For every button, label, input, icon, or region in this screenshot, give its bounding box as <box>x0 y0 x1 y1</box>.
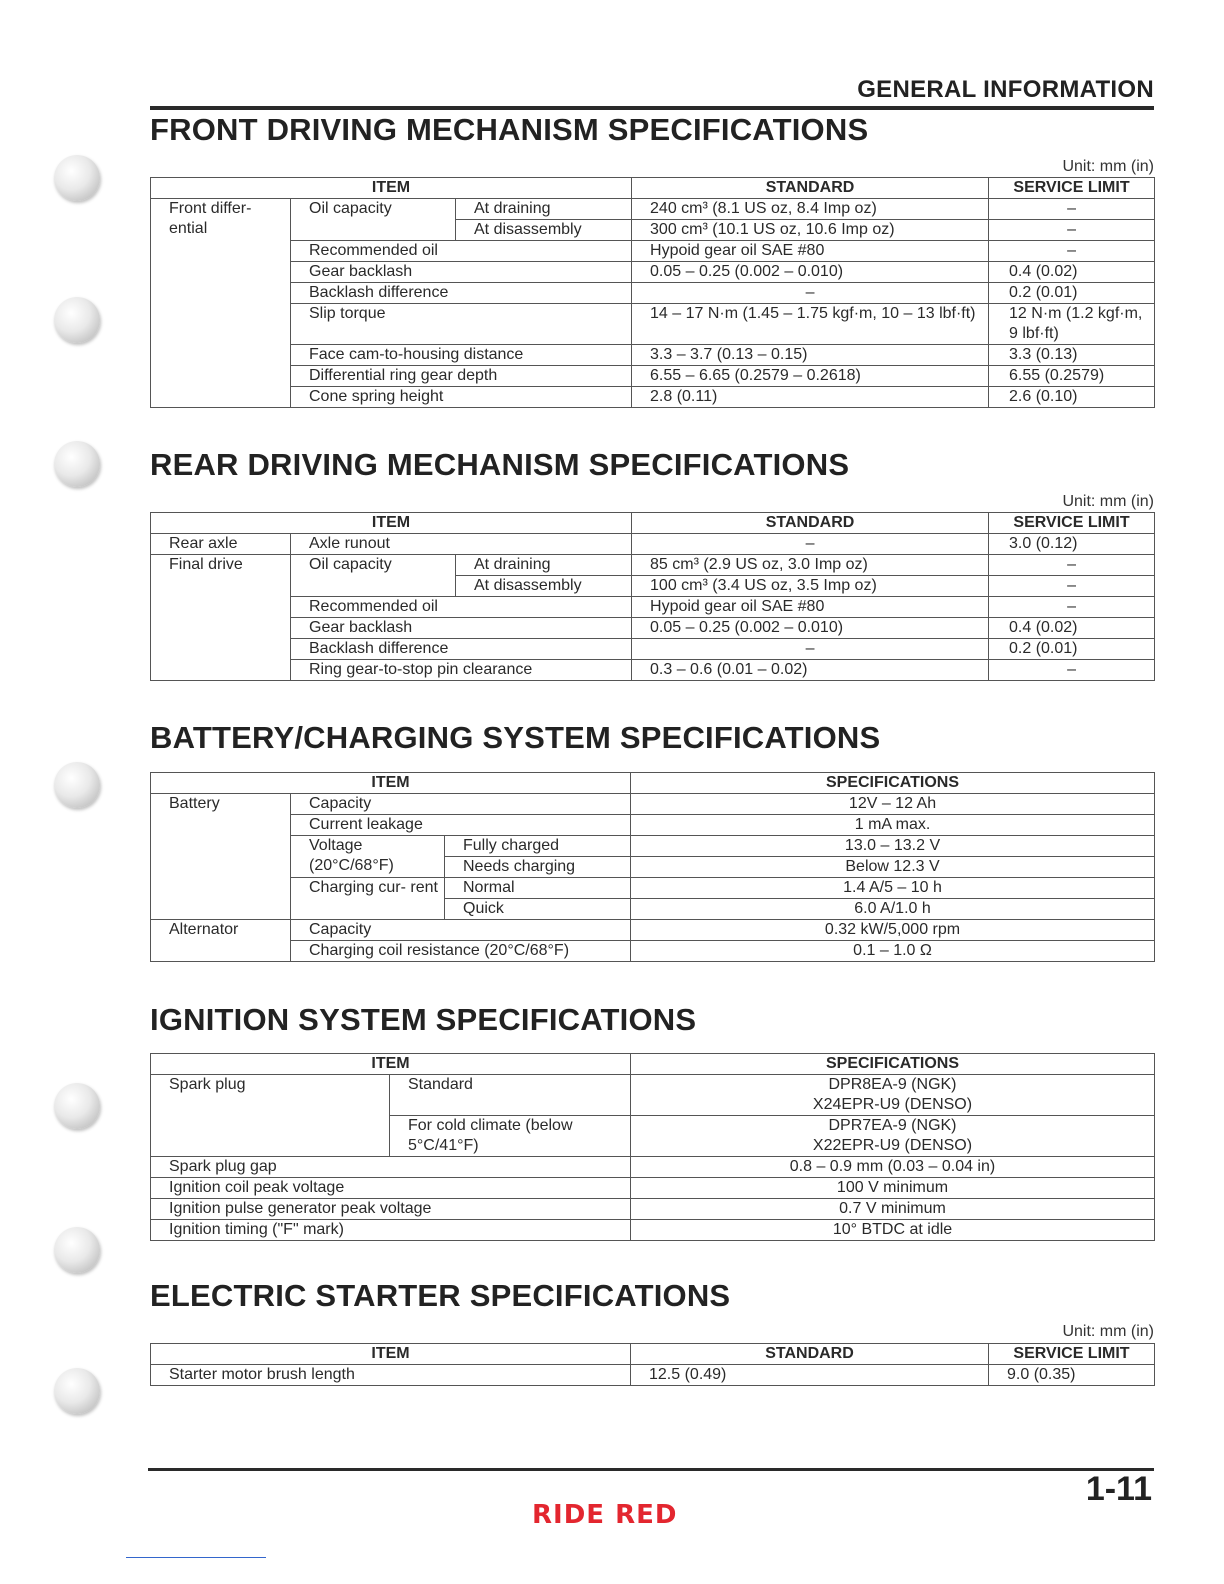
sub-label: Fully charged <box>445 836 631 857</box>
standard-value: Hypoid gear oil SAE #80 <box>632 241 989 262</box>
starter-unit: Unit: mm (in) <box>1062 1323 1154 1340</box>
spec-value: 0.7 V minimum <box>631 1199 1155 1220</box>
binder-hole <box>54 297 100 343</box>
table-row <box>151 639 1155 660</box>
header-spec: SPECIFICATIONS <box>631 1054 1155 1075</box>
limit-value: 0.2 (0.01) <box>989 639 1155 660</box>
header-item: ITEM <box>151 513 632 534</box>
binder-hole <box>54 1227 100 1273</box>
item-label: Capacity <box>291 794 631 815</box>
item-label: Differential ring gear depth <box>291 366 632 387</box>
table-header-row <box>151 1054 1155 1075</box>
front-unit: Unit: mm (in) <box>1062 158 1154 175</box>
table-row <box>151 199 1155 220</box>
standard-value: 3.3 – 3.7 (0.13 – 0.15) <box>632 345 989 366</box>
limit-value: – <box>989 199 1155 220</box>
spec-value: 13.0 – 13.2 V <box>631 836 1155 857</box>
item-label: Oil capacity <box>291 199 456 241</box>
standard-value: – <box>632 283 989 304</box>
standard-value: 2.8 (0.11) <box>632 387 989 408</box>
rear-spec-table <box>150 512 1155 681</box>
table-row <box>151 387 1155 408</box>
item-label: Gear backlash <box>291 262 632 283</box>
table-row <box>151 1199 1155 1220</box>
item-label: Gear backlash <box>291 618 632 639</box>
header-item: ITEM <box>151 178 632 199</box>
limit-value: 6.55 (0.2579) <box>989 366 1155 387</box>
item-label: Charging coil resistance (20°C/68°F) <box>291 941 631 962</box>
binder-hole <box>54 155 100 201</box>
ride-red-logo: RIDE RED <box>532 1500 678 1530</box>
front-title: FRONT DRIVING MECHANISM SPECIFICATIONS <box>150 112 869 147</box>
item-label: Starter motor brush length <box>151 1365 631 1386</box>
group-label: Front differ- ential <box>151 199 291 408</box>
limit-value: 0.4 (0.02) <box>989 618 1155 639</box>
item-label: Ignition coil peak voltage <box>151 1178 631 1199</box>
table-row <box>151 345 1155 366</box>
table-header-row <box>151 513 1155 534</box>
item-label: Ignition pulse generator peak voltage <box>151 1199 631 1220</box>
table-row <box>151 660 1155 681</box>
table-header-row <box>151 773 1155 794</box>
battery-spec-table <box>150 772 1155 962</box>
header-standard: STANDARD <box>632 513 989 534</box>
item-label: Ignition timing ("F" mark) <box>151 1220 631 1241</box>
standard-value: 240 cm³ (8.1 US oz, 8.4 Imp oz) <box>632 199 989 220</box>
sub-label: Quick <box>445 899 631 920</box>
starter-title: ELECTRIC STARTER SPECIFICATIONS <box>150 1278 731 1313</box>
standard-value: Hypoid gear oil SAE #80 <box>632 597 989 618</box>
footer-rule <box>148 1468 1154 1471</box>
bottom-link-line <box>126 1557 266 1558</box>
sub-label: At disassembly <box>456 576 632 597</box>
standard-value: 6.55 – 6.65 (0.2579 – 0.2618) <box>632 366 989 387</box>
spec-value: 6.0 A/1.0 h <box>631 899 1155 920</box>
standard-value: 0.05 – 0.25 (0.002 – 0.010) <box>632 618 989 639</box>
limit-value: 9.0 (0.35) <box>989 1365 1155 1386</box>
group-label: Final drive <box>151 555 291 681</box>
spec-line: X22EPR-U9 (DENSO) <box>812 1137 973 1154</box>
table-row <box>151 555 1155 576</box>
table-row <box>151 1178 1155 1199</box>
table-row <box>151 366 1155 387</box>
spec-value: 10° BTDC at idle <box>631 1220 1155 1241</box>
item-label: Axle runout <box>291 534 632 555</box>
battery-title: BATTERY/CHARGING SYSTEM SPECIFICATIONS <box>150 720 881 755</box>
item-label: Current leakage <box>291 815 631 836</box>
spec-value: 0.32 kW/5,000 rpm <box>631 920 1155 941</box>
table-header-row <box>151 1344 1155 1365</box>
table-row <box>151 794 1155 815</box>
spec-value: Below 12.3 V <box>631 857 1155 878</box>
item-label: Face cam-to-housing distance <box>291 345 632 366</box>
sub-label: For cold climate (below 5°C/41°F) <box>390 1116 631 1157</box>
table-row <box>151 283 1155 304</box>
header-limit: SERVICE LIMIT <box>989 513 1155 534</box>
rear-unit: Unit: mm (in) <box>1062 493 1154 510</box>
item-label: Cone spring height <box>291 387 632 408</box>
binder-hole <box>54 441 100 487</box>
standard-value: 12.5 (0.49) <box>631 1365 989 1386</box>
group-label: Battery <box>151 794 291 920</box>
sub-label: At draining <box>456 199 632 220</box>
standard-value: 14 – 17 N·m (1.45 – 1.75 kgf·m, 10 – 13 lbf·ft) <box>632 304 989 345</box>
header-rule <box>150 106 1154 110</box>
header-standard: STANDARD <box>632 178 989 199</box>
standard-value: 300 cm³ (10.1 US oz, 10.6 Imp oz) <box>632 220 989 241</box>
sub-label: Needs charging <box>445 857 631 878</box>
binder-hole <box>54 762 100 808</box>
table-row <box>151 1220 1155 1241</box>
standard-value: 0.05 – 0.25 (0.002 – 0.010) <box>632 262 989 283</box>
spec-value: 1.4 A/5 – 10 h <box>631 878 1155 899</box>
spec-value: 0.1 – 1.0 Ω <box>631 941 1155 962</box>
table-row <box>151 941 1155 962</box>
limit-value: – <box>989 220 1155 241</box>
limit-value: – <box>989 660 1155 681</box>
starter-spec-table <box>150 1343 1155 1386</box>
item-label: Charging cur- rent <box>291 878 445 920</box>
section-header: GENERAL INFORMATION <box>857 76 1154 103</box>
spec-line: DPR8EA-9 (NGK) <box>828 1076 957 1093</box>
ignition-title: IGNITION SYSTEM SPECIFICATIONS <box>150 1002 697 1037</box>
item-label: Backlash difference <box>291 639 632 660</box>
table-row <box>151 815 1155 836</box>
sub-label: At draining <box>456 555 632 576</box>
table-row <box>151 241 1155 262</box>
item-label: Recommended oil <box>291 597 632 618</box>
spec-value <box>631 1075 1155 1116</box>
table-header-row <box>151 178 1155 199</box>
table-row <box>151 1365 1155 1386</box>
item-label: Ring gear-to-stop pin clearance <box>291 660 632 681</box>
sub-label: Normal <box>445 878 631 899</box>
table-row <box>151 262 1155 283</box>
table-row <box>151 1075 1155 1116</box>
standard-value: 100 cm³ (3.4 US oz, 3.5 Imp oz) <box>632 576 989 597</box>
spec-value: 0.8 – 0.9 mm (0.03 – 0.04 in) <box>631 1157 1155 1178</box>
spec-line: X24EPR-U9 (DENSO) <box>812 1096 973 1113</box>
standard-value: – <box>632 639 989 660</box>
item-label: Oil capacity <box>291 555 456 597</box>
group-label: Rear axle <box>151 534 291 555</box>
spec-value: 100 V minimum <box>631 1178 1155 1199</box>
table-row <box>151 836 1155 857</box>
spec-value: 1 mA max. <box>631 815 1155 836</box>
rear-title: REAR DRIVING MECHANISM SPECIFICATIONS <box>150 447 850 482</box>
header-limit: SERVICE LIMIT <box>989 1344 1155 1365</box>
standard-value: – <box>632 534 989 555</box>
header-item: ITEM <box>151 1344 631 1365</box>
spec-value: 12V – 12 Ah <box>631 794 1155 815</box>
spec-line: DPR7EA-9 (NGK) <box>828 1117 957 1134</box>
table-row <box>151 920 1155 941</box>
item-label: Recommended oil <box>291 241 632 262</box>
binder-hole <box>54 1368 100 1414</box>
table-row <box>151 597 1155 618</box>
limit-value: 3.0 (0.12) <box>989 534 1155 555</box>
item-label: Slip torque <box>291 304 632 345</box>
limit-value: – <box>989 597 1155 618</box>
table-row <box>151 878 1155 899</box>
table-row <box>151 1157 1155 1178</box>
sub-label: At disassembly <box>456 220 632 241</box>
header-item: ITEM <box>151 1054 631 1075</box>
limit-value: 3.3 (0.13) <box>989 345 1155 366</box>
limit-value: – <box>989 555 1155 576</box>
item-label: Backlash difference <box>291 283 632 304</box>
limit-value: – <box>989 576 1155 597</box>
item-label: Spark plug gap <box>151 1157 631 1178</box>
group-label: Alternator <box>151 920 291 962</box>
header-standard: STANDARD <box>631 1344 989 1365</box>
limit-value: 2.6 (0.10) <box>989 387 1155 408</box>
table-row <box>151 534 1155 555</box>
ignition-spec-table <box>150 1053 1155 1241</box>
header-limit: SERVICE LIMIT <box>989 178 1155 199</box>
group-label: Spark plug <box>151 1075 390 1157</box>
header-item: ITEM <box>151 773 631 794</box>
front-spec-table <box>150 177 1155 408</box>
item-label: Voltage (20°C/68°F) <box>291 836 445 878</box>
limit-value: 0.4 (0.02) <box>989 262 1155 283</box>
limit-value: – <box>989 241 1155 262</box>
limit-value: 12 N·m (1.2 kgf·m, 9 lbf·ft) <box>989 304 1155 345</box>
header-spec: SPECIFICATIONS <box>631 773 1155 794</box>
limit-value: 0.2 (0.01) <box>989 283 1155 304</box>
binder-hole <box>54 1083 100 1129</box>
item-label: Capacity <box>291 920 631 941</box>
table-row <box>151 618 1155 639</box>
spec-value <box>631 1116 1155 1157</box>
table-row <box>151 304 1155 345</box>
standard-value: 85 cm³ (2.9 US oz, 3.0 Imp oz) <box>632 555 989 576</box>
page-number: 1-11 <box>1085 1470 1152 1508</box>
sub-label: Standard <box>390 1075 631 1116</box>
standard-value: 0.3 – 0.6 (0.01 – 0.02) <box>632 660 989 681</box>
